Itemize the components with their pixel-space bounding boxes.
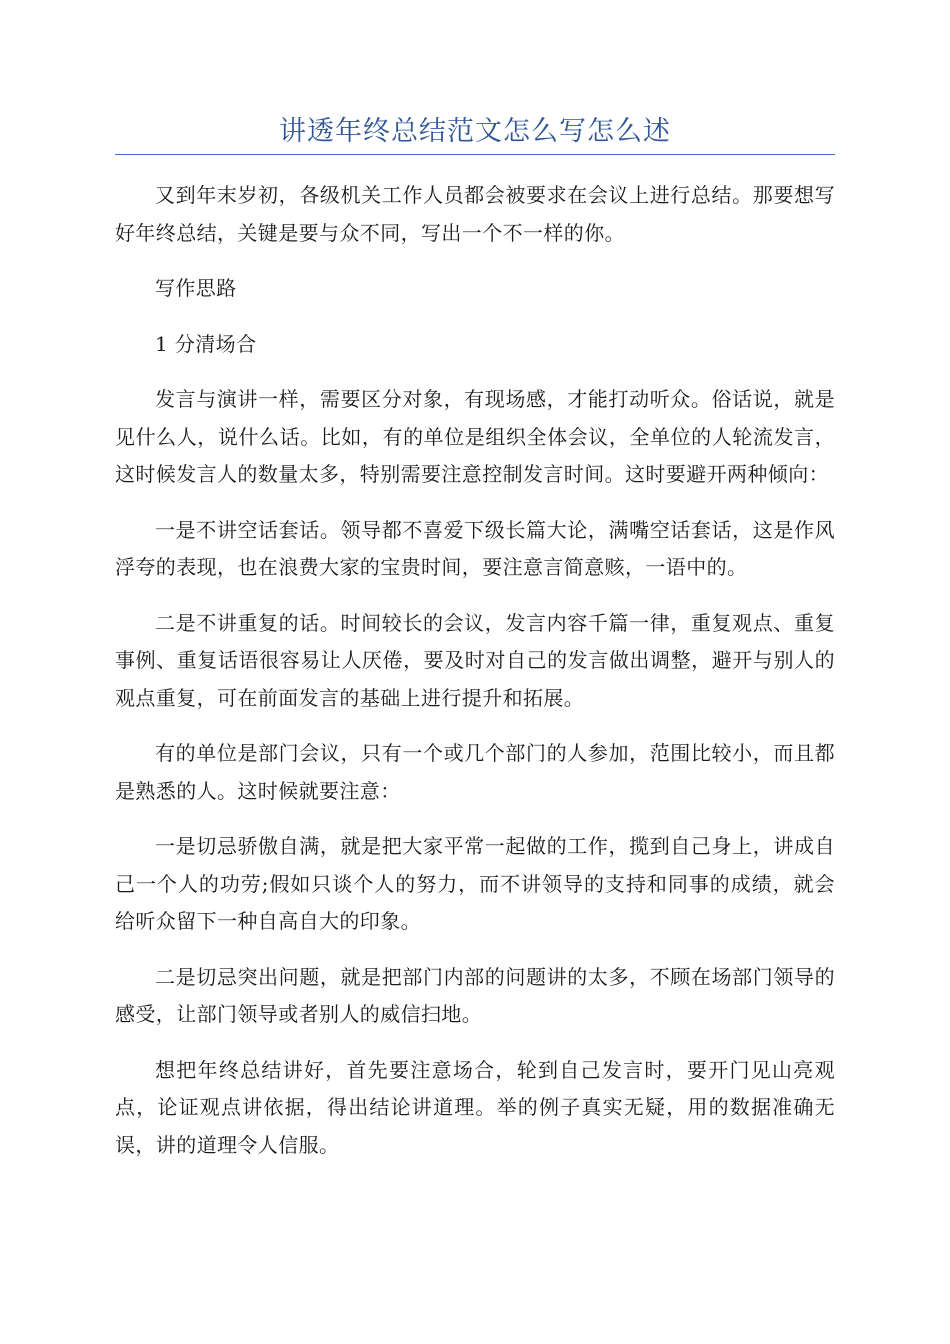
paragraph-conclusion: 想把年终总结讲好，首先要注意场合，轮到自己发言时，要开门见山亮观点，论证观点讲依据，得出结论讲道理。举的例子真实无疑，用的数据准确无误，讲的道理令人信服。 xyxy=(115,1057,835,1157)
paragraph-point-2: 二是不讲重复的话。时间较长的会议，发言内容千篇一律，重复观点、重复事例、重复话语很容易让人厌倦，要及时对自己的发言做出调整，避开与别人的观点重复，可在前面发言的基础上进行提升和拓展。 xyxy=(115,610,835,710)
title-underline xyxy=(115,154,835,155)
paragraph-caution-2: 二是切忌突出问题，就是把部门内部的问题讲的太多，不顾在场部门领导的感受，让部门领导或者别人的威信扫地。 xyxy=(115,964,835,1026)
heading-section-1: 1 分清场合 xyxy=(155,331,257,356)
paragraph-department-meeting: 有的单位是部门会议，只有一个或几个部门的人参加，范围比较小，而且都是熟悉的人。这时候就要注意： xyxy=(115,741,835,803)
paragraph-caution-1: 一是切忌骄傲自满，就是把大家平常一起做的工作，揽到自己身上，讲成自己一个人的功劳;假如只谈个人的努力，而不讲领导的支持和同事的成绩，就会给听众留下一种自高自大的印象。 xyxy=(115,834,835,933)
document-title: 讲透年终总结范文怎么写怎么述 xyxy=(279,116,671,147)
document-body xyxy=(115,177,835,1182)
paragraph-intro: 又到年末岁初，各级机关工作人员都会被要求在会议上进行总结。那要想写好年终总结，关键是要与众不同，写出一个不一样的你。 xyxy=(115,183,835,245)
heading-writing-approach: 写作思路 xyxy=(155,276,237,300)
paragraph-point-1: 一是不讲空话套话。领导都不喜爱下级长篇大论，满嘴空话套话，这是作风浮夸的表现，也在浪费大家的宝贵时间，要注意言简意赅，一语中的。 xyxy=(115,517,835,579)
paragraph-occasion: 发言与演讲一样，需要区分对象，有现场感，才能打动听众。俗话说，就是见什么人，说什么话。比如，有的单位是组织全体会议，全单位的人轮流发言，这时候发言人的数量太多，特别需要注意控制发言时间。这时要避开两种倾向： xyxy=(115,387,835,486)
